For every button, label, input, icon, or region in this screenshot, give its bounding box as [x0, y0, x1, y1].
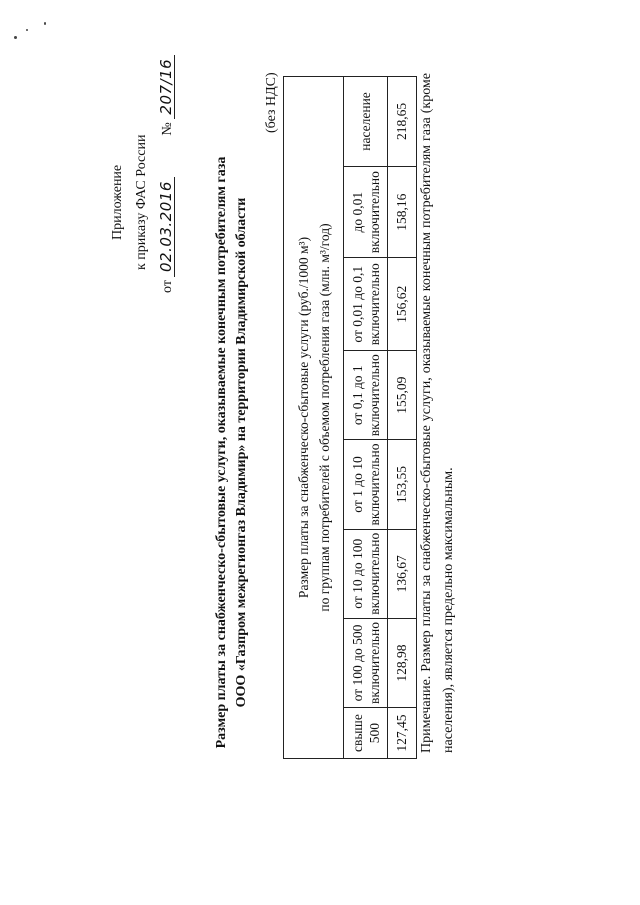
scan-speck: [14, 36, 17, 39]
table-cell-value: 158,16: [388, 166, 417, 258]
table-cell-value: 156,62: [388, 258, 417, 351]
column-header: [344, 708, 388, 759]
column-header-range: от 0,1 до 1: [349, 365, 365, 426]
column-header-range: до 0,01: [349, 191, 365, 233]
table-cell-value: 218,65: [388, 77, 417, 167]
vat-note: (без НДС): [264, 72, 279, 133]
column-header-range: население: [358, 92, 373, 151]
column-header: [344, 529, 388, 618]
title-line-1: Размер платы за снабженческо-сбытовые услуги, оказываемые конечным потребителям газа: [214, 156, 229, 749]
scan-speck: [44, 22, 46, 25]
column-header-qualifier: включительно: [366, 263, 382, 346]
table-cell-value: 153,55: [388, 440, 417, 529]
column-header-range: свыше 500: [349, 714, 382, 752]
table-header-row: [284, 77, 344, 759]
column-header: [344, 166, 388, 258]
column-header-range: от 0,01 до 0,1: [349, 265, 365, 343]
table-cell-value: 127,45: [388, 708, 417, 759]
table-values-row: [388, 77, 417, 759]
column-header: [344, 440, 388, 529]
column-header-qualifier: включительно: [366, 532, 382, 615]
column-header-qualifier: включительно: [366, 622, 382, 705]
column-header-range: от 1 до 10: [349, 456, 365, 513]
table-header-line-1: Размер платы за снабженческо-сбытовые услуги (руб./1000 м³): [295, 236, 311, 599]
date-prefix: от: [160, 280, 175, 293]
column-header-range: от 10 до 100: [349, 538, 365, 609]
appendix-order-line: к приказу ФАС России: [134, 134, 149, 270]
table-main-header: [284, 77, 344, 759]
column-header-qualifier: включительно: [366, 354, 382, 437]
tariff-table: [283, 76, 417, 759]
table-cell-value: 128,98: [388, 618, 417, 707]
column-header-range: от 100 до 500: [349, 624, 365, 702]
column-header: [344, 77, 388, 167]
document-title: [212, 0, 252, 905]
appendix-date-row: [158, 55, 178, 293]
number-prefix: №: [160, 122, 175, 136]
column-header-qualifier: включительно: [366, 171, 382, 254]
column-header: [344, 618, 388, 707]
number-value: 207/16: [158, 55, 175, 119]
column-header: [344, 258, 388, 351]
scan-speck: [26, 29, 28, 31]
table-cell-value: 155,09: [388, 351, 417, 440]
column-header: [344, 351, 388, 440]
appendix-label: Приложение: [110, 164, 125, 240]
date-value: 02.03.2016: [158, 177, 175, 277]
table-columns-row: [344, 77, 388, 759]
table-header-line-2: по группам потребителей с объемом потребления газа (млн. м³/год): [316, 223, 332, 612]
column-header-qualifier: включительно: [366, 443, 382, 526]
table-cell-value: 136,67: [388, 529, 417, 618]
title-line-2: ООО «Газпром межрегионгаз Владимир» на территории Владимирской области: [234, 197, 249, 708]
footnote: Примечание. Размер платы за снабженческо-сбытовые услуги, оказываемые конечным потребителям газа (кроме населения), является предельно максимальным.: [419, 73, 456, 753]
